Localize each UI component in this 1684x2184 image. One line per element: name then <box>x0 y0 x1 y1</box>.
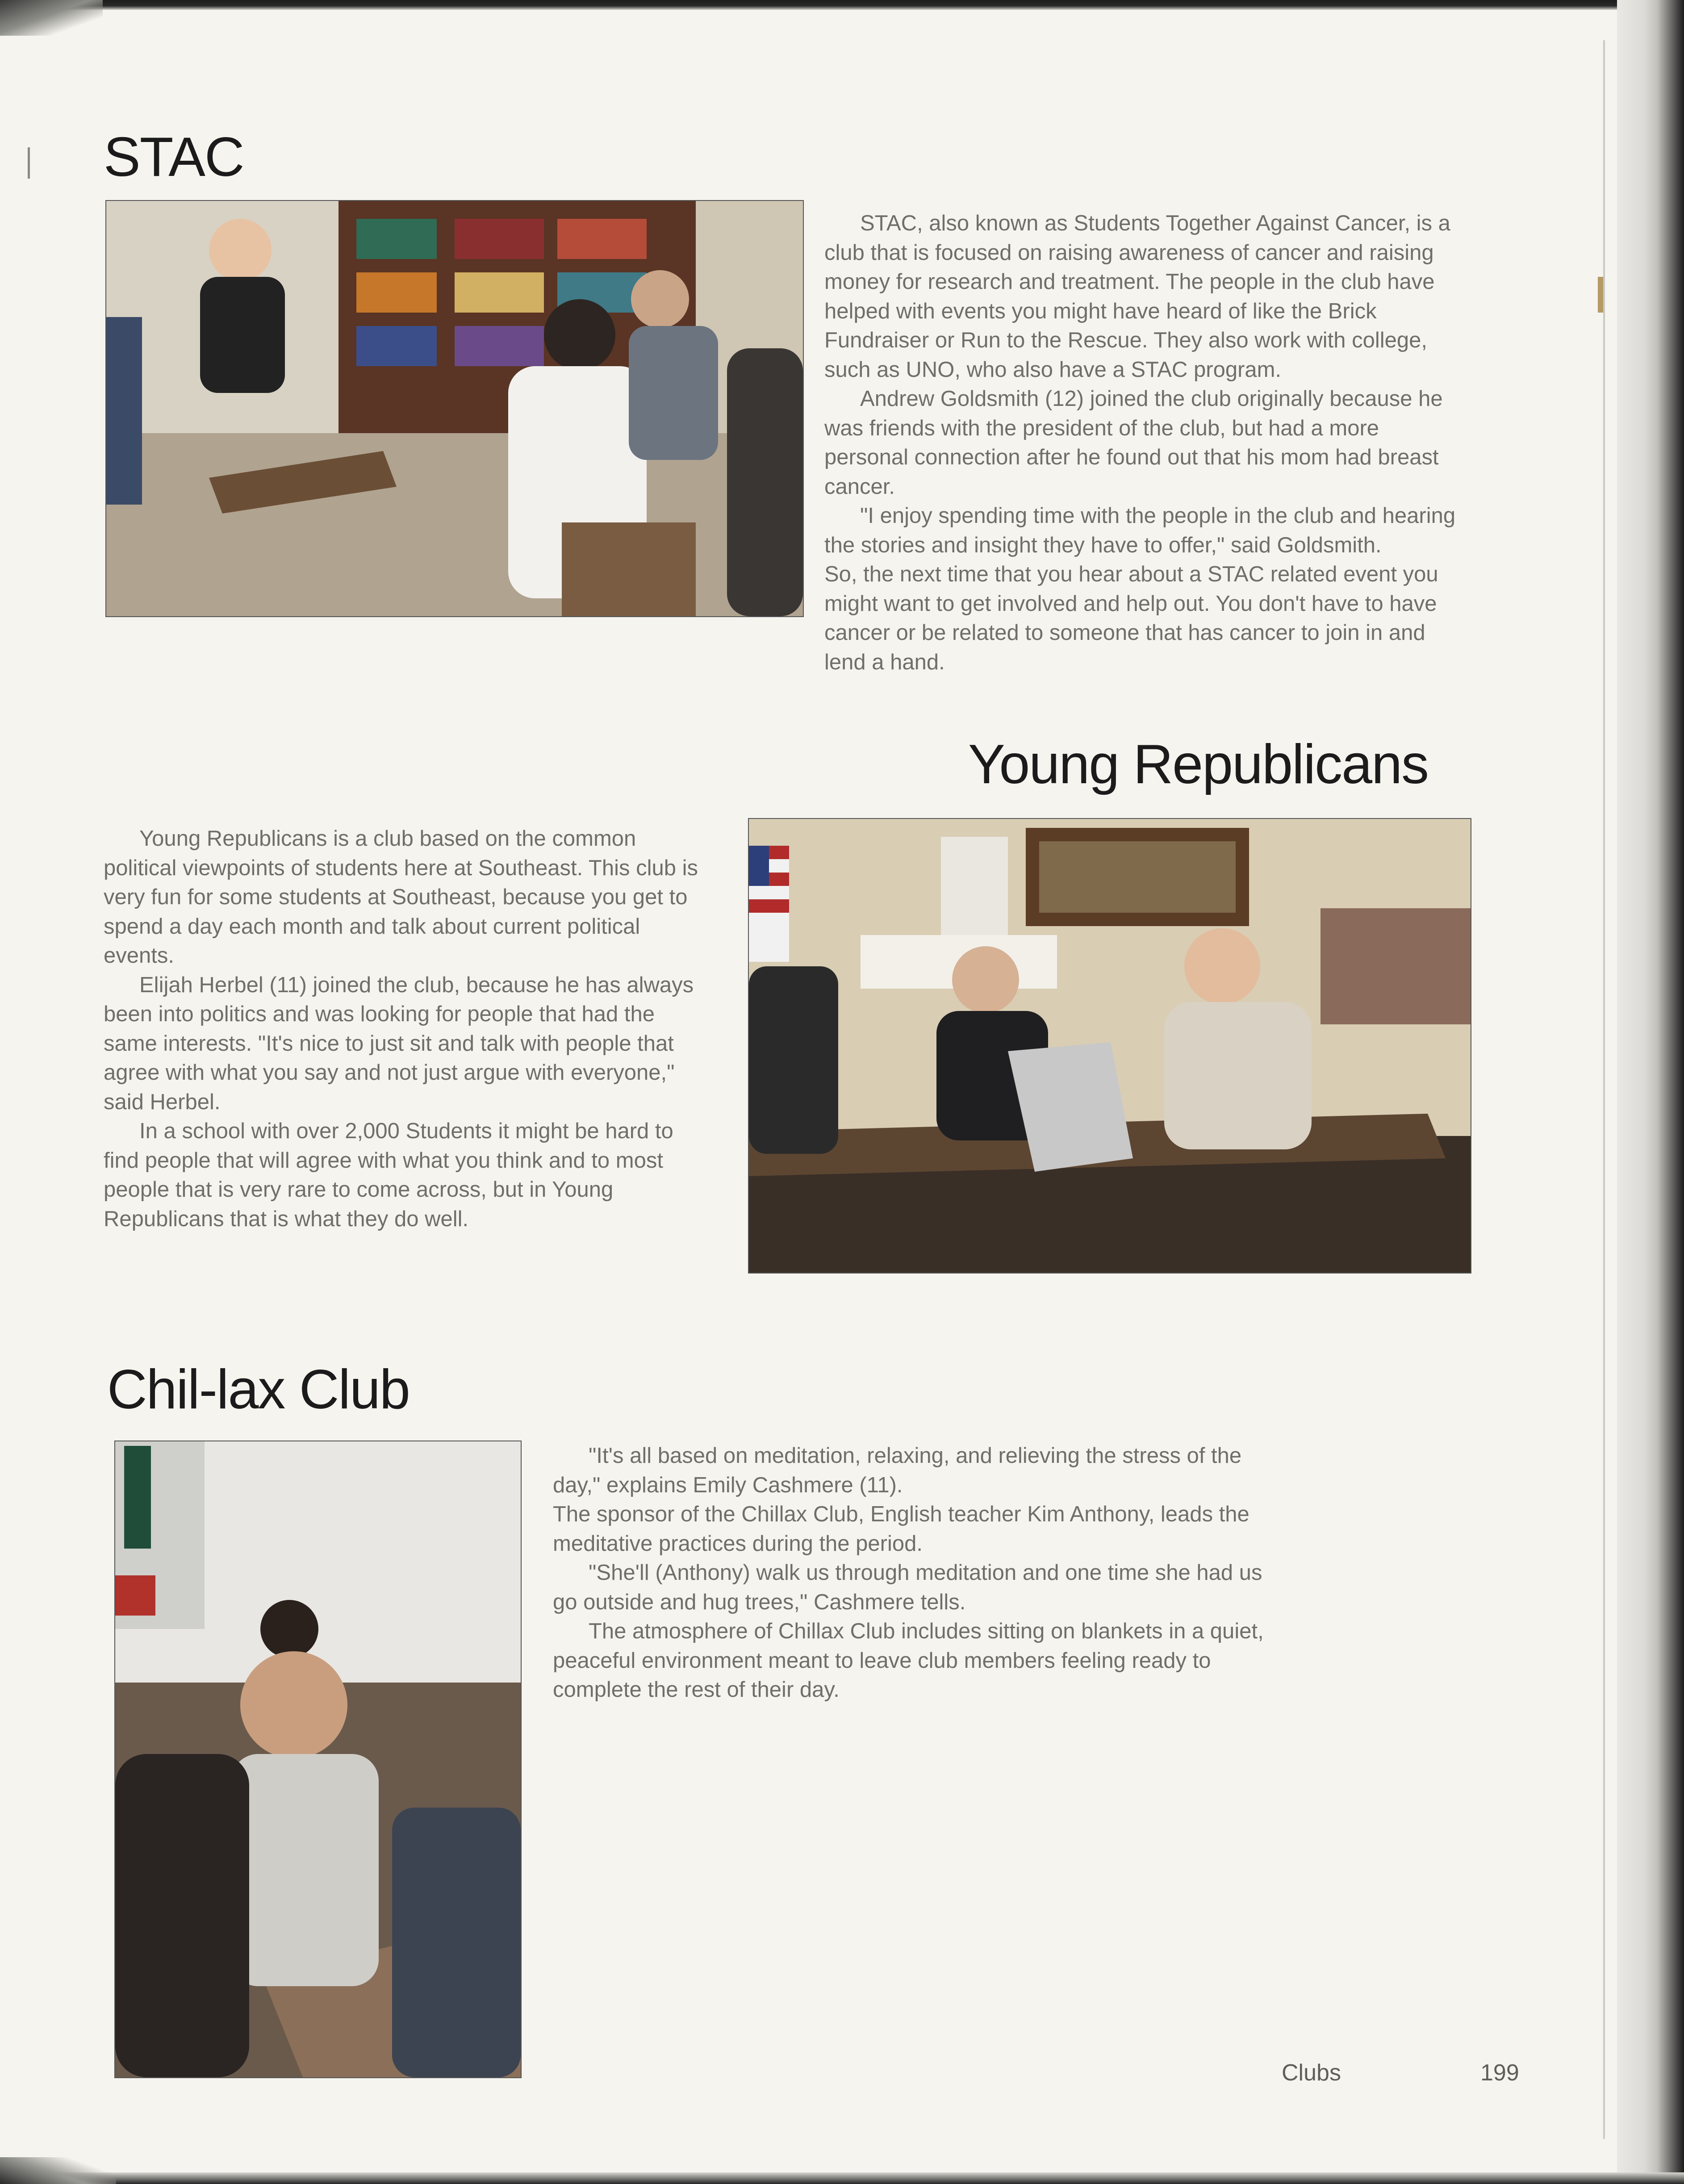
chillax-paragraph: The sponsor of the Chillax Club, English teacher Kim Anthony, leads the meditative practices during the period. <box>553 1502 1249 1556</box>
chillax-paragraph: "She'll (Anthony) walk us through meditation and one time she had us go outside and hug trees," Cashmere tells. <box>553 1561 1262 1614</box>
stac-paragraph: So, the next time that you hear about a STAC related event you might want to get involved and help out. You don't have to have cancer or be related to someone that has cancer to join in and lend a hand. <box>824 562 1438 674</box>
stac-photo <box>105 200 804 617</box>
stac-paragraph: Andrew Goldsmith (12) joined the club originally because he was friends with the president of the club, but had a more personal connection after he found out that his mom had breast cancer. <box>824 387 1443 499</box>
page-tab-mark <box>1598 277 1603 313</box>
page-binding-edge <box>1617 0 1684 2184</box>
chillax-photo <box>114 1441 522 2078</box>
page-corner-top-left <box>0 0 103 36</box>
stac-paragraph: "I enjoy spending time with the people in the club and hearing the stories and insight they have to offer," said Goldsmith. <box>824 504 1456 557</box>
young-republicans-paragraph: Young Republicans is a club based on the common political viewpoints of students here at Southeast. This club is very fun for some students at Southeast, because you get to spend a day each month and talk about current political events. <box>104 827 698 968</box>
page-bottom-edge <box>0 2172 1684 2184</box>
page-top-edge <box>0 0 1684 10</box>
chillax-paragraph: The atmosphere of Chillax Club includes sitting on blankets in a quiet, peaceful environment meant to leave club members feeling ready to complete the rest of their day. <box>553 1619 1264 1702</box>
footer-section-label: Clubs <box>1282 2060 1341 2086</box>
stac-heading: STAC <box>104 126 244 188</box>
young-republicans-article <box>104 824 711 1234</box>
young-republicans-heading: Young Republicans <box>968 734 1429 795</box>
page-fold-line <box>1603 40 1605 2139</box>
margin-mark <box>28 147 30 179</box>
stac-article <box>824 209 1458 677</box>
stac-paragraph: STAC, also known as Students Together Against Cancer, is a club that is focused on raising awareness of cancer and raising money for research and treatment. The people in the club have helped with events you might have heard of like the Brick Fundraiser or Run to the Rescue. They also work with college, such as UNO, who also have a STAC program. <box>824 211 1450 382</box>
young-republicans-paragraph: Elijah Herbel (11) joined the club, because he has always been into politics and was looking for people that had the same interests. "It's nice to just sit and talk with people that agree with what you say and not just argue with everyone," said Herbel. <box>104 973 694 1114</box>
young-republicans-photo <box>748 818 1471 1274</box>
chillax-article <box>553 1441 1267 1705</box>
page-number: 199 <box>1480 2060 1519 2086</box>
chillax-heading: Chil-lax Club <box>107 1359 410 1420</box>
young-republicans-paragraph: In a school with over 2,000 Students it might be hard to find people that will agree with what you think and to most people that is very rare to come across, but in Young Republicans that is what they do well. <box>104 1119 673 1231</box>
page-corner-bottom-left <box>0 2157 116 2184</box>
chillax-paragraph: "It's all based on meditation, relaxing, and relieving the stress of the day," explains Emily Cashmere (11). <box>553 1444 1242 1497</box>
